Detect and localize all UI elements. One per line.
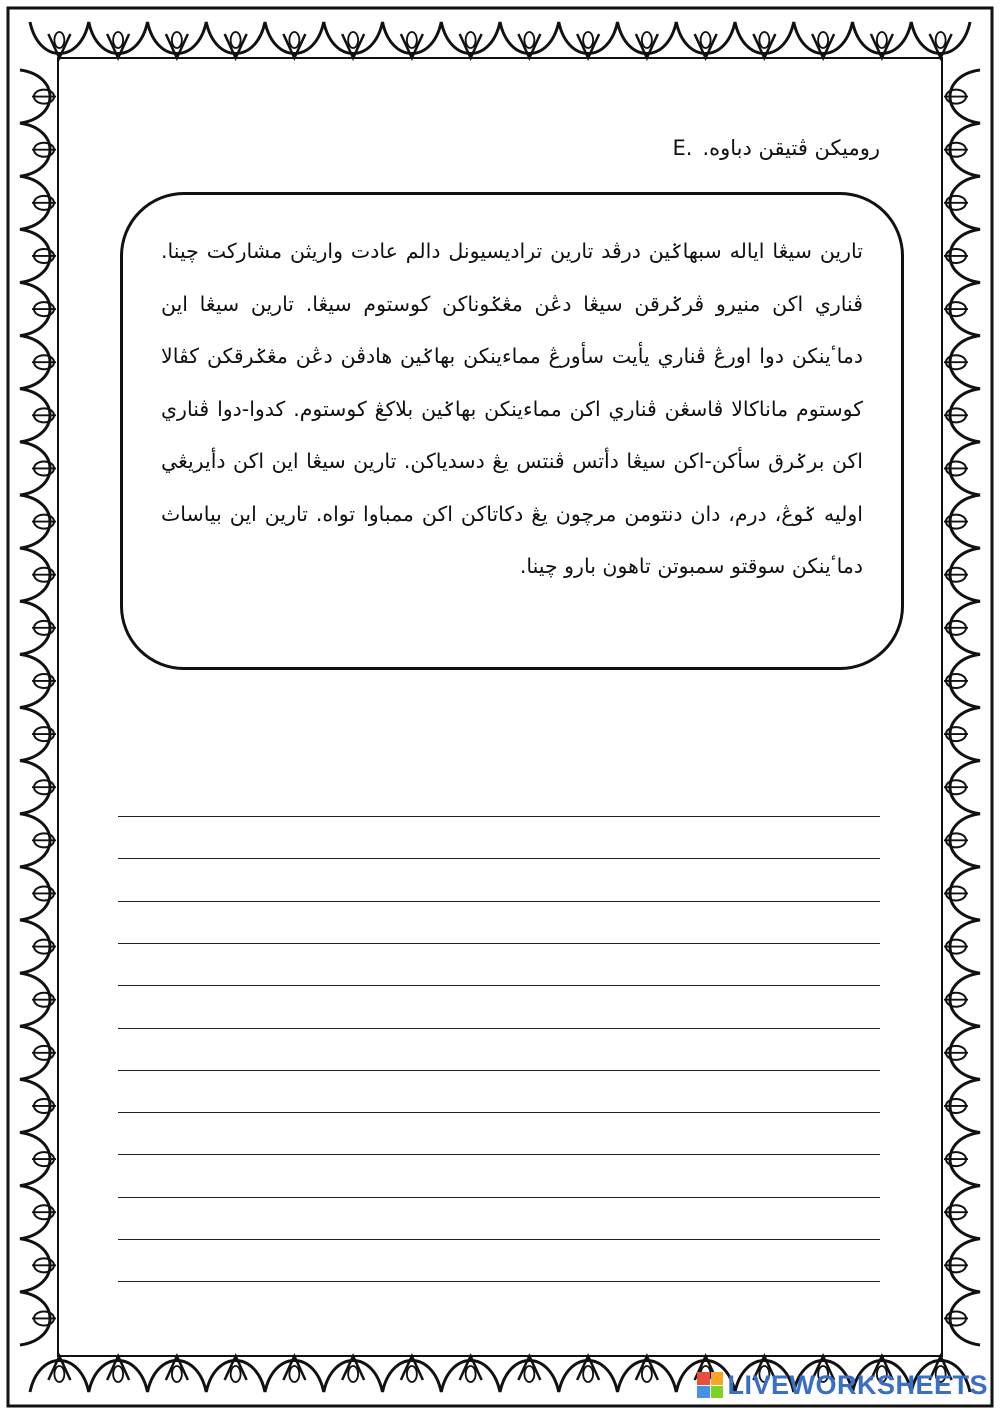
- logo-tile: [711, 1372, 724, 1385]
- logo-tile: [697, 1372, 710, 1385]
- question-prompt: [560, 128, 880, 168]
- answer-line[interactable]: [118, 1112, 880, 1113]
- passage-box: [120, 192, 904, 670]
- liveworksheets-logo: [697, 1370, 988, 1400]
- logo-icon: [697, 1372, 723, 1398]
- answer-line[interactable]: [118, 858, 880, 859]
- answer-line[interactable]: [118, 901, 880, 902]
- answer-line[interactable]: [118, 1281, 880, 1282]
- answer-line[interactable]: [118, 1197, 880, 1198]
- passage-text: تارين سيڠا اياله سبهاݢين درڤد تارين تراديسيونل دالم عادت واريثن مشاركت چينا. ڤناري اكن منيرو ڤرݢرقن سيڠا دڠن مڠݢوناكن كوستوم سيڠا. تارين سيڠا اين دماٴينكن دوا اورڠ ڤناري يأيت سأورڠ مماءينكن بهاݢين هادڤن دڠن مڠݢرقكن كڤالا كوستوم ماناكالا ڤاسڠن ڤناري اكن مماءينكن بهاݢين بلاكڠ كوستوم. كدوا-دوا ڤناري اكن برݢرق سأكن-اكن سيڠا دأتس ڤنتس يڠ دسدياكن. تارين سيڠا اين اكن دأيريڠي اوليه ݢوڠ، درم، دان دنتومن مرچون يڠ دكاتاكن اكن ممباوا تواه. تارين اين بياساث دماٴينكن سوقتو سمبوتن تاهون بارو چينا.: [161, 239, 863, 578]
- answer-lines[interactable]: [118, 790, 880, 1290]
- answer-line[interactable]: [118, 1154, 880, 1155]
- answer-line[interactable]: [118, 943, 880, 944]
- answer-line[interactable]: [118, 1070, 880, 1071]
- logo-tile: [711, 1386, 724, 1399]
- logo-tile: [697, 1386, 710, 1399]
- answer-line[interactable]: [118, 1028, 880, 1029]
- answer-line[interactable]: [118, 985, 880, 986]
- answer-line[interactable]: [118, 816, 880, 817]
- answer-line[interactable]: [118, 1239, 880, 1240]
- logo-text: LIVEWORKSHEETS: [727, 1369, 988, 1400]
- question-number: E.: [672, 136, 693, 160]
- question-instruction: روميكن ڤتيقن دباوه.: [702, 136, 880, 160]
